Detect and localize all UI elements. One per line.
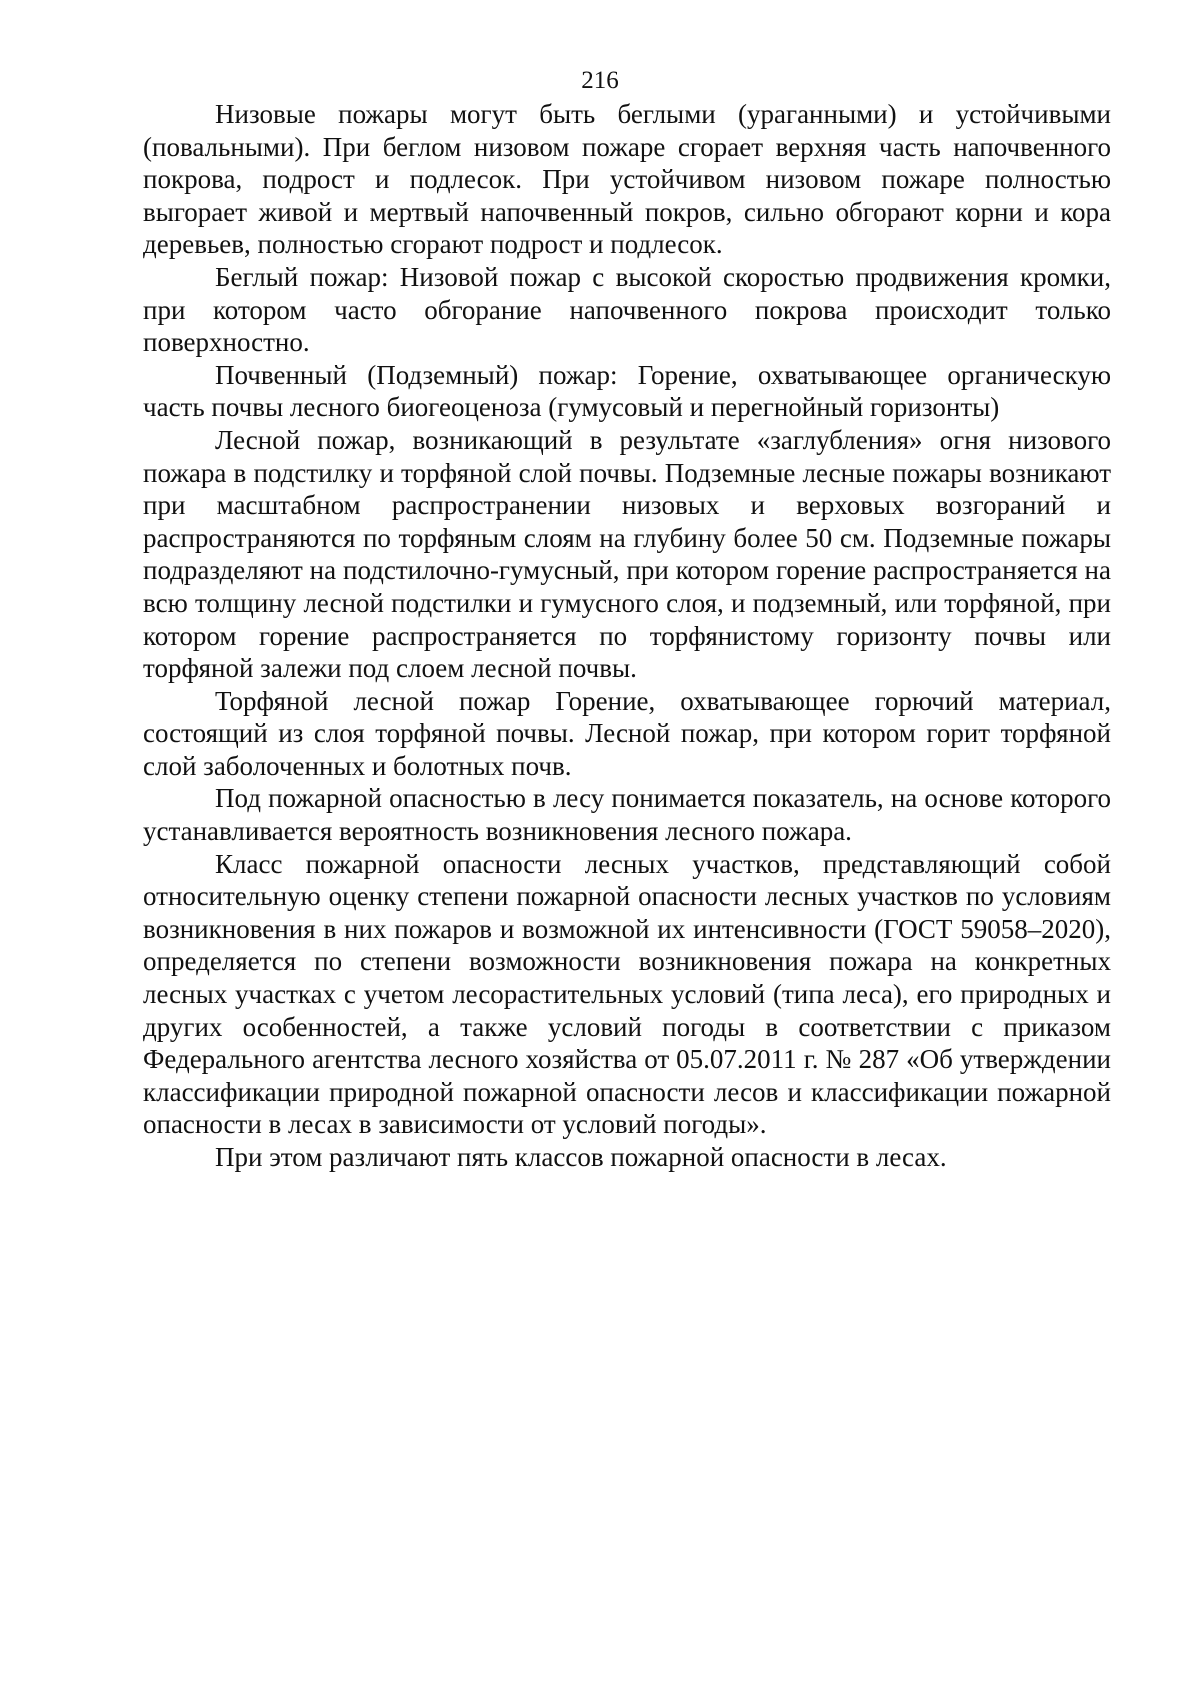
paragraph-underground-fire: Лесной пожар, возникающий в результате «заглубления» огня низового пожара в подстилку и торфяной слой почвы. Подземные лесные пожары возникают при масштабном распространении низовых и верховых возгораний и распространяются по торфяным слоям на глубину более 50 см. Подземные пожары подразделяют на подстилочно-гумусный, при котором горение распространяется на всю толщину лесной подстилки и гумусного слоя, и подземный, или торфяной, при котором горение распространяется по торфянистому горизонту почвы или торфяной залежи под слоем лесной почвы. (143, 424, 1111, 684)
paragraph-low-fires: Низовые пожары могут быть беглыми (ураганными) и устойчивыми (повальными). При беглом низовом пожаре сгорает верхняя часть напочвенного покрова, подрост и подлесок. При устойчивом низовом пожаре полностью выгорает живой и мертвый напочвенный покров, сильно обгорают корни и кора деревьев, полностью сгорают подрост и подлесок. (143, 99, 1111, 260)
body-text (143, 98, 1111, 1174)
paragraph-peat-fire: Торфяной лесной пожар Горение, охватывающее горючий материал, состоящий из слоя торфяной почвы. Лесной пожар, при котором горит торфяной слой заболоченных и болотных почв. (143, 685, 1111, 781)
paragraph-soil-fire: Почвенный (Подземный) пожар: Горение, охватывающее органическую часть почвы лесного биогеоценоза (гумусовый и перегнойный горизонты) (143, 359, 1111, 423)
paragraph-danger-class: Класс пожарной опасности лесных участков, представляющий собой относительную оценку степени пожарной опасности лесных участков по условиям возникновения в них пожаров и возможной их интенсивности (ГОСТ 59058–2020), определяется по степени возможности возникновения пожара на конкретных лесных участках с учетом лесорастительных условий (типа леса), его природных и других особенностей, а также условий погоды в соответствии с приказом Федерального агентства лесного хозяйства от 05.07.2011 г. № 287 «Об утверждении классификации природной пожарной опасности лесов и классификации пожарной опасности в лесах в зависимости от условий погоды». (143, 848, 1111, 1140)
paragraph-five-classes: При этом различают пять классов пожарной опасности в лесах. (215, 1142, 947, 1172)
paragraph-fire-danger: Под пожарной опасностью в лесу понимается показатель, на основе которого устанавливается вероятность возникновения лесного пожара. (143, 783, 1111, 847)
paragraph-fast-fire: Беглый пожар: Низовой пожар с высокой скоростью продвижения кромки, при котором часто обгорание напочвенного покрова происходит только поверхностно. (143, 261, 1111, 358)
page-number: 216 (581, 67, 619, 94)
